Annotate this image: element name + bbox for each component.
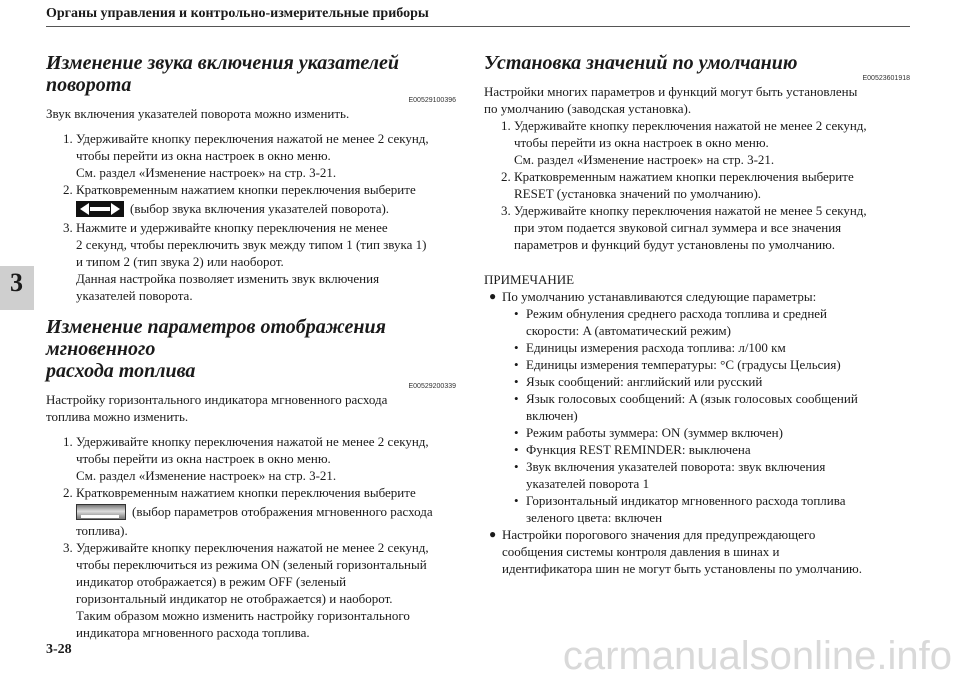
title-line: расхода топлива bbox=[46, 360, 196, 382]
turn-arrows-icon bbox=[76, 201, 124, 217]
bullet-icon: • bbox=[514, 493, 519, 508]
step-line: Данная настройка позволяет изменить звук включения bbox=[76, 271, 380, 286]
bullet-icon: • bbox=[514, 374, 519, 389]
default-item-line: Единицы измерения температуры: °C (градусы Цельсия) bbox=[526, 357, 841, 372]
step-line: Кратковременным нажатием кнопки переключения выберите bbox=[514, 169, 854, 184]
step-number: 1. bbox=[63, 434, 73, 449]
step-line: индикатор отображается) в режим OFF (зеленый bbox=[76, 574, 347, 589]
step-line: Удерживайте кнопку переключения нажатой не менее 5 секунд, bbox=[514, 203, 867, 218]
step-3 bbox=[46, 219, 456, 304]
default-item-line: Режим работы зуммера: ON (зуммер включен) bbox=[526, 425, 783, 440]
watermark: carmanualsonline.info bbox=[562, 634, 952, 678]
bullet-icon: • bbox=[514, 357, 519, 372]
step-line: чтобы переключиться из режима ON (зеленый горизонтальный bbox=[76, 557, 427, 572]
section-code: E00529200339 bbox=[408, 383, 456, 390]
bullet-icon: • bbox=[514, 391, 519, 406]
default-item-line: Горизонтальный индикатор мгновенного расхода топлива bbox=[526, 493, 846, 508]
step-2 bbox=[46, 484, 456, 539]
section-title-fuel-display bbox=[46, 316, 456, 382]
default-item bbox=[484, 339, 910, 356]
step-line: Удерживайте кнопку переключения нажатой не менее 2 секунд, bbox=[514, 118, 867, 133]
bullet-dot-icon: ● bbox=[489, 289, 497, 303]
step-1 bbox=[484, 117, 910, 168]
intro-line: Настройку горизонтального индикатора мгновенного расхода bbox=[46, 392, 388, 407]
step-line: RESET (установка значений по умолчанию). bbox=[514, 186, 762, 201]
section-code: E00523601918 bbox=[862, 75, 910, 82]
note-line: идентификатора шин не могут быть установлены по умолчанию. bbox=[502, 561, 863, 576]
icon-line bbox=[76, 200, 456, 217]
header-rule bbox=[46, 26, 910, 27]
icon-caption: (выбор звука включения указателей поворота). bbox=[130, 201, 390, 216]
step-line: 2 секунд, чтобы переключить звук между типом 1 (тип звука 1) bbox=[76, 237, 427, 252]
default-item bbox=[484, 373, 910, 390]
default-item-line: Функция REST REMINDER: выключена bbox=[526, 442, 751, 457]
step-line: индикатора мгновенного расхода топлива. bbox=[76, 625, 310, 640]
default-item bbox=[484, 305, 910, 339]
note-bullet bbox=[484, 526, 910, 577]
step-number: 2. bbox=[63, 182, 73, 197]
section-title-defaults: Установка значений по умолчанию bbox=[484, 52, 798, 74]
default-item-line: Звук включения указателей поворота: звук включения bbox=[526, 459, 826, 474]
step-3 bbox=[46, 539, 456, 641]
step-1 bbox=[46, 433, 456, 484]
default-item bbox=[484, 458, 910, 492]
fuel-bar-icon bbox=[76, 504, 126, 520]
step-line: См. раздел «Изменение настроек» на стр. 3-21. bbox=[76, 165, 337, 180]
section-code: E00529100396 bbox=[408, 97, 456, 104]
default-item-line: Язык сообщений: английский или русский bbox=[526, 374, 763, 389]
step-line: См. раздел «Изменение настроек» на стр. 3-21. bbox=[514, 152, 775, 167]
default-item-line: Единицы измерения расхода топлива: л/100 км bbox=[526, 340, 786, 355]
step-line: См. раздел «Изменение настроек» на стр. 3-21. bbox=[76, 468, 337, 483]
icon-line bbox=[76, 503, 456, 520]
running-header: Органы управления и контрольно-измерительные приборы bbox=[46, 6, 429, 21]
note-line: сообщения системы контроля давления в шинах и bbox=[502, 544, 780, 559]
section-intro bbox=[484, 83, 910, 117]
step-line: чтобы перейти из окна настроек в окно меню. bbox=[76, 451, 331, 466]
step-number: 2. bbox=[501, 169, 511, 184]
default-item-line: указателей поворота 1 bbox=[526, 476, 650, 491]
step-3 bbox=[484, 202, 910, 253]
note-bullet-text: По умолчанию устанавливаются следующие параметры: bbox=[502, 289, 817, 304]
intro-line: по умолчанию (заводская установка). bbox=[484, 101, 692, 116]
steps-list bbox=[46, 130, 456, 304]
step-line: Удерживайте кнопку переключения нажатой не менее 2 секунд, bbox=[76, 131, 429, 146]
bullet-icon: • bbox=[514, 340, 519, 355]
step-number: 1. bbox=[63, 131, 73, 146]
step-1 bbox=[46, 130, 456, 181]
section-intro bbox=[46, 391, 456, 425]
bullet-icon: • bbox=[514, 425, 519, 440]
default-item bbox=[484, 424, 910, 441]
section-title-turn-signal-sound: Изменение звука включения указателей поворота bbox=[46, 52, 400, 96]
bullet-dot-icon: ● bbox=[489, 527, 497, 541]
note-bullet bbox=[484, 288, 910, 305]
step-number: 3. bbox=[63, 540, 73, 555]
icon-caption: (выбор параметров отображения мгновенного расхода bbox=[132, 504, 433, 519]
title-line: Изменение параметров отображения мгновенного bbox=[46, 316, 386, 360]
step-line: Кратковременным нажатием кнопки переключения выберите bbox=[76, 182, 416, 197]
step-number: 3. bbox=[501, 203, 511, 218]
note-line: Настройки порогового значения для предупреждающего bbox=[502, 527, 816, 542]
chapter-number: 3 bbox=[10, 268, 23, 297]
step-line: Таким образом можно изменить настройку горизонтального bbox=[76, 608, 410, 623]
right-column bbox=[484, 52, 910, 577]
step-2 bbox=[484, 168, 910, 202]
default-item-line: Язык голосовых сообщений: A (язык голосовых сообщений bbox=[526, 391, 858, 406]
default-item-line: зеленого цвета: включен bbox=[526, 510, 663, 525]
step-line: чтобы перейти из окна настроек в окно меню. bbox=[514, 135, 769, 150]
bullet-icon: • bbox=[514, 442, 519, 457]
section-intro: Звук включения указателей поворота можно изменить. bbox=[46, 106, 350, 121]
bullet-icon: • bbox=[514, 459, 519, 474]
step-2 bbox=[46, 181, 456, 217]
step-line: чтобы перейти из окна настроек в окно меню. bbox=[76, 148, 331, 163]
default-item-line: скорости: A (автоматический режим) bbox=[526, 323, 731, 338]
steps-list bbox=[46, 433, 456, 641]
bullet-icon: • bbox=[514, 306, 519, 321]
default-item-line: Режим обнуления среднего расхода топлива и средней bbox=[526, 306, 828, 321]
defaults-list bbox=[484, 305, 910, 526]
default-item bbox=[484, 441, 910, 458]
step-line: указателей поворота. bbox=[76, 288, 193, 303]
steps-list bbox=[484, 117, 910, 253]
step-line: Кратковременным нажатием кнопки переключения выберите bbox=[76, 485, 416, 500]
intro-line: Настройки многих параметров и функций могут быть установлены bbox=[484, 84, 858, 99]
default-item bbox=[484, 492, 910, 526]
page-number: 3-28 bbox=[46, 642, 72, 657]
step-number: 2. bbox=[63, 485, 73, 500]
note-heading: ПРИМЕЧАНИЕ bbox=[484, 272, 575, 287]
step-line: горизонтальный индикатор не отображается) и наоборот. bbox=[76, 591, 393, 606]
default-item bbox=[484, 390, 910, 424]
step-line: Удерживайте кнопку переключения нажатой не менее 2 секунд, bbox=[76, 540, 429, 555]
default-item bbox=[484, 356, 910, 373]
step-number: 1. bbox=[501, 118, 511, 133]
step-line: Нажмите и удерживайте кнопку переключения не менее bbox=[76, 220, 388, 235]
left-column bbox=[46, 52, 456, 641]
step-line: параметров и функций будут установлены по умолчанию. bbox=[514, 237, 836, 252]
step-line: и типом 2 (тип звука 2) или наоборот. bbox=[76, 254, 284, 269]
step-line: Удерживайте кнопку переключения нажатой не менее 2 секунд, bbox=[76, 434, 429, 449]
step-number: 3. bbox=[63, 220, 73, 235]
step-line: топлива). bbox=[76, 523, 128, 538]
step-line: при этом подается звуковой сигнал зуммера и все значения bbox=[514, 220, 842, 235]
intro-line: топлива можно изменить. bbox=[46, 409, 189, 424]
default-item-line: включен) bbox=[526, 408, 578, 423]
